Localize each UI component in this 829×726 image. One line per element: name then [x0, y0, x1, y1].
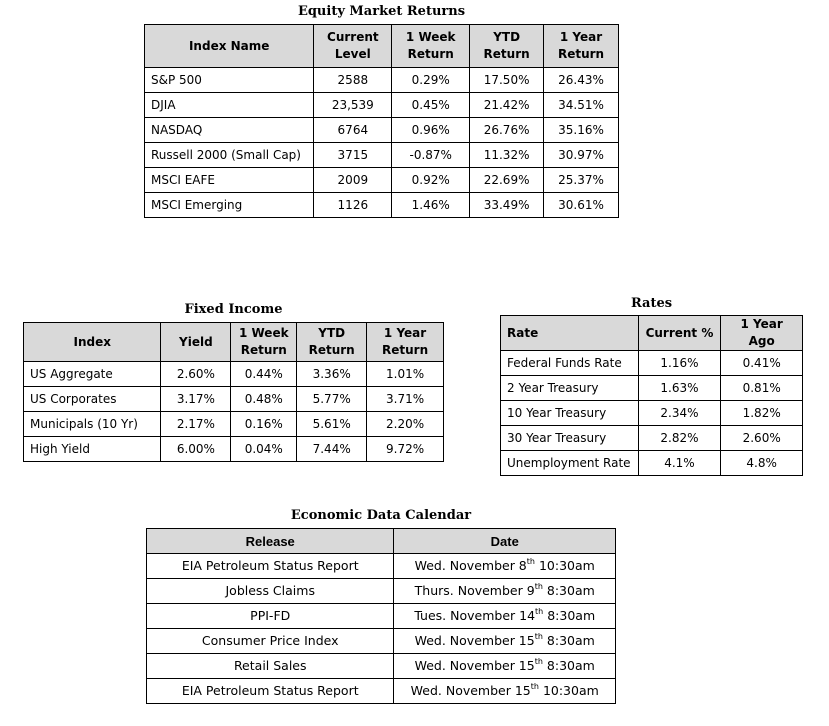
date-cell [394, 679, 616, 704]
value-cell: 2588 [314, 68, 392, 93]
table-row [145, 143, 619, 168]
value-cell: 6764 [314, 118, 392, 143]
value-cell: 4.1% [638, 451, 721, 476]
value-cell: 22.69% [470, 168, 544, 193]
date-cell [394, 629, 616, 654]
rate-name-cell: 10 Year Treasury [501, 401, 639, 426]
value-cell: 1.16% [638, 351, 721, 376]
time-text: 10:30am [534, 558, 595, 573]
equity-header: Index Name [145, 25, 314, 68]
fixed-header: Index [24, 323, 161, 362]
table-row [501, 401, 803, 426]
table-row [24, 412, 444, 437]
econ-header: Release [147, 529, 394, 554]
equity-header: Current Level [314, 25, 392, 68]
value-cell: 0.45% [392, 93, 470, 118]
equity-header: YTD Return [470, 25, 544, 68]
equity-header: 1 Year Return [544, 25, 619, 68]
value-cell: 34.51% [544, 93, 619, 118]
value-cell: 3715 [314, 143, 392, 168]
equity-title: Equity Market Returns [297, 4, 466, 19]
econ-calendar-title: Economic Data Calendar [290, 508, 472, 523]
value-cell: 21.42% [470, 93, 544, 118]
value-cell: 30.61% [544, 193, 619, 218]
date-suffix: th [535, 607, 544, 616]
value-cell: 2009 [314, 168, 392, 193]
release-cell: Consumer Price Index [147, 629, 394, 654]
table-row [24, 362, 444, 387]
table-row [501, 451, 803, 476]
value-cell: 0.41% [721, 351, 803, 376]
value-cell: 1.46% [392, 193, 470, 218]
release-cell: EIA Petroleum Status Report [147, 679, 394, 704]
time-text: 8:30am [543, 608, 596, 623]
release-cell: Retail Sales [147, 654, 394, 679]
fixed-header: Yield [161, 323, 231, 362]
index-name-cell: High Yield [24, 437, 161, 462]
value-cell: 1.63% [638, 376, 721, 401]
rates-header: 1 Year Ago [721, 316, 803, 351]
value-cell: -0.87% [392, 143, 470, 168]
value-cell: 0.96% [392, 118, 470, 143]
equity-table [144, 24, 619, 218]
value-cell: 6.00% [161, 437, 231, 462]
value-cell: 23,539 [314, 93, 392, 118]
value-cell: 26.43% [544, 68, 619, 93]
time-text: 8:30am [542, 633, 595, 648]
table-row [147, 629, 616, 654]
value-cell: 0.29% [392, 68, 470, 93]
rate-name-cell: 2 Year Treasury [501, 376, 639, 401]
value-cell: 5.61% [297, 412, 367, 437]
value-cell: 2.60% [161, 362, 231, 387]
table-row [145, 168, 619, 193]
rate-name-cell: Federal Funds Rate [501, 351, 639, 376]
value-cell: 9.72% [367, 437, 444, 462]
fixed-header-row [24, 323, 444, 362]
date-suffix: th [526, 557, 535, 566]
value-cell: 0.16% [231, 412, 297, 437]
econ-calendar-table [146, 528, 616, 704]
table-row [24, 437, 444, 462]
value-cell: 0.04% [231, 437, 297, 462]
index-name-cell: MSCI Emerging [145, 193, 314, 218]
rate-name-cell: 30 Year Treasury [501, 426, 639, 451]
table-row [145, 118, 619, 143]
date-cell [394, 554, 616, 579]
time-text: 10:30am [538, 683, 599, 698]
table-row [145, 68, 619, 93]
fixed-header: 1 Year Return [367, 323, 444, 362]
value-cell: 2.82% [638, 426, 721, 451]
index-name-cell: DJIA [145, 93, 314, 118]
index-name-cell: US Corporates [24, 387, 161, 412]
date-cell [394, 654, 616, 679]
table-row [501, 376, 803, 401]
table-row [147, 579, 616, 604]
date-suffix: th [534, 632, 543, 641]
equity-header: 1 Week Return [392, 25, 470, 68]
date-text: Wed. November 15 [414, 658, 535, 673]
rate-name-cell: Unemployment Rate [501, 451, 639, 476]
value-cell: 1.01% [367, 362, 444, 387]
table-row [147, 654, 616, 679]
econ-header: Date [394, 529, 616, 554]
value-cell: 2.34% [638, 401, 721, 426]
value-cell: 3.36% [297, 362, 367, 387]
value-cell: 11.32% [470, 143, 544, 168]
value-cell: 35.16% [544, 118, 619, 143]
date-cell [394, 579, 616, 604]
table-row [147, 604, 616, 629]
table-row [501, 426, 803, 451]
value-cell: 26.76% [470, 118, 544, 143]
rates-header: Current % [638, 316, 721, 351]
value-cell: 0.81% [721, 376, 803, 401]
rates-title: Rates [630, 296, 673, 311]
value-cell: 7.44% [297, 437, 367, 462]
rates-table [500, 315, 803, 476]
index-name-cell: S&P 500 [145, 68, 314, 93]
value-cell: 1.82% [721, 401, 803, 426]
rates-header: Rate [501, 316, 639, 351]
date-suffix: th [534, 657, 543, 666]
value-cell: 25.37% [544, 168, 619, 193]
econ-header-row [147, 529, 616, 554]
date-text: Wed. November 15 [410, 683, 531, 698]
value-cell: 17.50% [470, 68, 544, 93]
index-name-cell: Russell 2000 (Small Cap) [145, 143, 314, 168]
table-row [24, 387, 444, 412]
index-name-cell: Municipals (10 Yr) [24, 412, 161, 437]
index-name-cell: NASDAQ [145, 118, 314, 143]
date-cell [394, 604, 616, 629]
fixed-income-table [23, 322, 444, 462]
date-text: Thurs. November 9 [414, 583, 535, 598]
release-cell: EIA Petroleum Status Report [147, 554, 394, 579]
date-text: Tues. November 14 [414, 608, 536, 623]
table-row [147, 554, 616, 579]
date-text: Wed. November 15 [414, 633, 535, 648]
value-cell: 3.17% [161, 387, 231, 412]
table-row [501, 351, 803, 376]
index-name-cell: US Aggregate [24, 362, 161, 387]
time-text: 8:30am [542, 583, 595, 598]
table-row [147, 679, 616, 704]
value-cell: 2.60% [721, 426, 803, 451]
value-cell: 5.77% [297, 387, 367, 412]
value-cell: 3.71% [367, 387, 444, 412]
index-name-cell: MSCI EAFE [145, 168, 314, 193]
value-cell: 0.92% [392, 168, 470, 193]
release-cell: PPI-FD [147, 604, 394, 629]
value-cell: 30.97% [544, 143, 619, 168]
value-cell: 33.49% [470, 193, 544, 218]
date-text: Wed. November 8 [414, 558, 527, 573]
table-row [145, 193, 619, 218]
value-cell: 2.20% [367, 412, 444, 437]
fixed-header: YTD Return [297, 323, 367, 362]
fixed-header: 1 Week Return [231, 323, 297, 362]
rates-header-row [501, 316, 803, 351]
time-text: 8:30am [542, 658, 595, 673]
table-row [145, 93, 619, 118]
date-suffix: th [530, 682, 539, 691]
value-cell: 4.8% [721, 451, 803, 476]
value-cell: 1126 [314, 193, 392, 218]
value-cell: 0.44% [231, 362, 297, 387]
date-suffix: th [534, 582, 543, 591]
fixed-income-title: Fixed Income [184, 302, 283, 317]
release-cell: Jobless Claims [147, 579, 394, 604]
value-cell: 0.48% [231, 387, 297, 412]
value-cell: 2.17% [161, 412, 231, 437]
equity-header-row [145, 25, 619, 68]
